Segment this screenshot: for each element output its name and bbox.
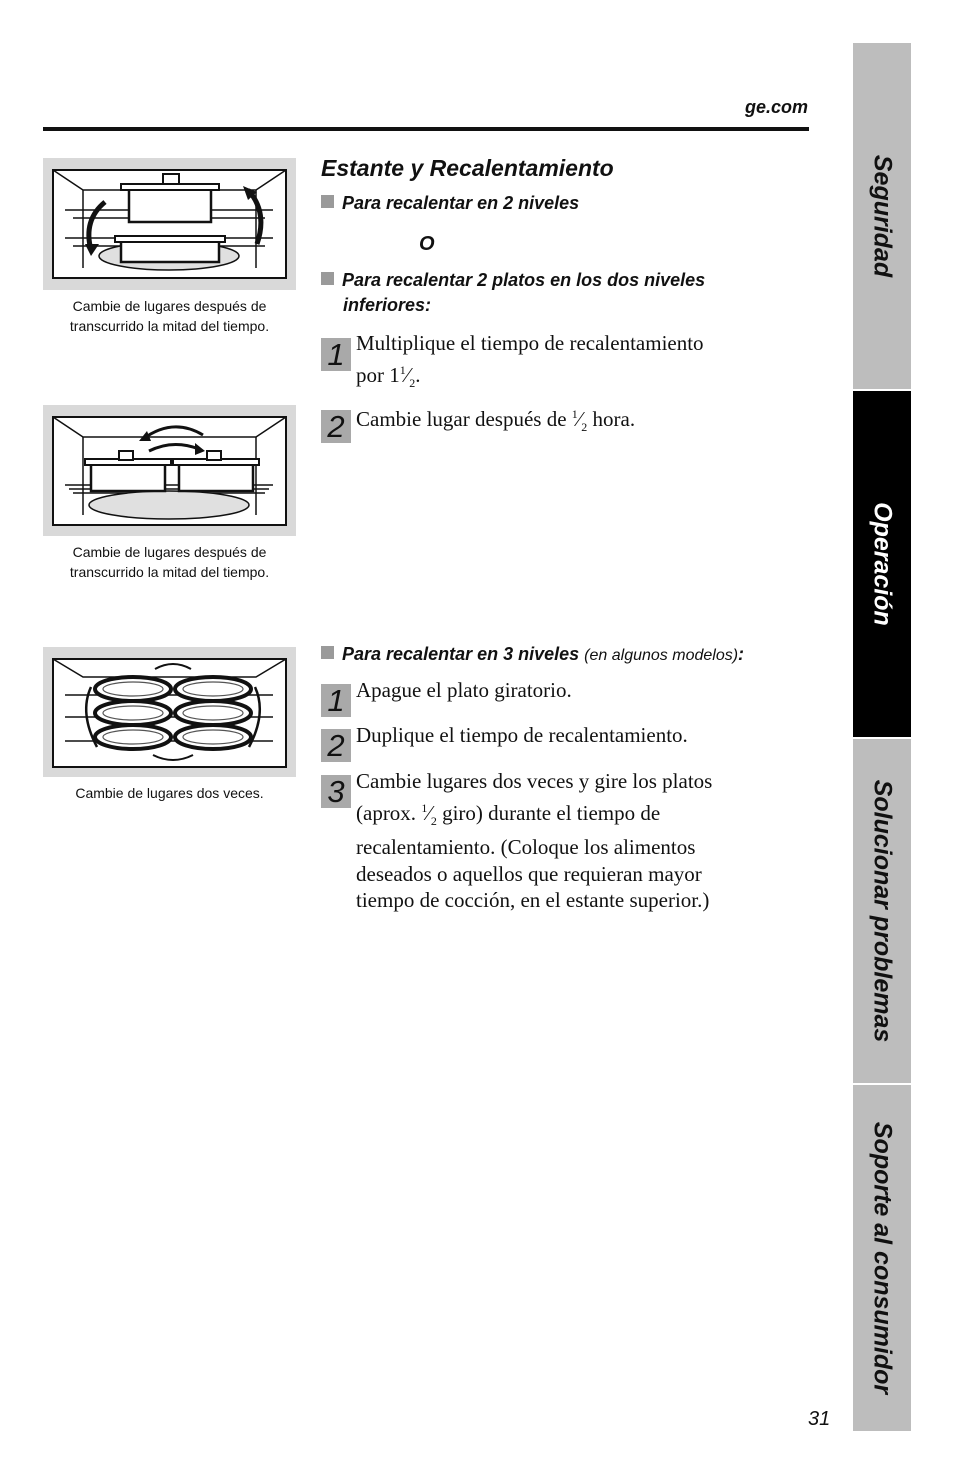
bullet-square-icon: [321, 195, 334, 208]
bullet-two-levels: [321, 191, 579, 216]
tab-label: Operación: [868, 502, 897, 626]
step-number: 2: [321, 729, 351, 762]
tab-solucionar-problemas[interactable]: [853, 739, 911, 1083]
figure-caption: [43, 542, 296, 582]
step-text: Duplique el tiempo de recalentamiento.: [356, 723, 688, 747]
oven-three-levels-illustration: [43, 647, 296, 777]
bullet-square-icon: [321, 646, 334, 659]
tab-soporte-al-consumidor[interactable]: [853, 1085, 911, 1431]
bullet-text: Para recalentar 2 platos en los dos niveles: [342, 270, 706, 290]
step-number: 3: [321, 775, 351, 808]
step-number: 1: [321, 684, 351, 717]
tab-label: Seguridad: [868, 154, 897, 278]
or-separator: O: [419, 233, 435, 255]
figure-three-levels: [43, 647, 296, 777]
step-text: Cambie lugares dos veces y gire los platos (aprox. $^1⁄_2$ giro) durante el tiempo de recalentamiento. (Coloque los alimentos deseados o aquellos que requieran mayor tiempo de cocción, en el estante superior.): [356, 769, 713, 913]
bullet-text: inferiores:: [343, 295, 432, 315]
section-tabs: [853, 43, 911, 1431]
tab-operacion[interactable]: [853, 391, 911, 737]
figure-lower-levels: [43, 405, 296, 536]
step-text: Multiplique el tiempo de recalentamiento por $1^1⁄_2$.: [356, 331, 704, 390]
figure-caption: [43, 296, 296, 336]
section-title: Estante y Recalentamiento: [321, 155, 614, 181]
bullet-three-levels: Para recalentar en 3 niveles (en algunos modelos):: [321, 642, 744, 668]
site-url: ge.com: [744, 97, 808, 117]
tab-seguridad[interactable]: [853, 43, 911, 389]
step-number: 2: [321, 410, 351, 443]
bullet-lower-levels: [321, 268, 705, 318]
bullet-subtext: (en algunos modelos): [584, 647, 739, 664]
page-number: 31: [808, 1408, 831, 1430]
bullet-square-icon: [321, 272, 334, 285]
caption-line: Cambie de lugares dos veces.: [75, 785, 264, 801]
tab-label: Soporte al consumidor: [868, 1121, 897, 1395]
oven-lower-levels-illustration: [43, 405, 296, 536]
bullet-text: Para recalentar en 3 niveles: [342, 644, 580, 664]
step-number: 1: [321, 338, 351, 371]
step-text: Apague el plato giratorio.: [356, 678, 572, 702]
figure-caption: [43, 783, 296, 803]
figure-two-levels: [43, 158, 296, 290]
caption-line: Cambie de lugares después de: [72, 544, 267, 560]
step-text: Cambie lugar después de $^1⁄_2$ hora.: [356, 407, 636, 435]
caption-line: Cambie de lugares después de: [72, 298, 267, 314]
caption-line: transcurrido la mitad del tiempo.: [69, 318, 270, 334]
oven-two-levels-illustration: [43, 158, 296, 290]
tab-label: Solucionar problemas: [868, 779, 897, 1043]
bullet-text: Para recalentar en 2 niveles: [342, 193, 580, 213]
header-rule: [43, 127, 809, 131]
caption-line: transcurrido la mitad del tiempo.: [69, 564, 270, 580]
